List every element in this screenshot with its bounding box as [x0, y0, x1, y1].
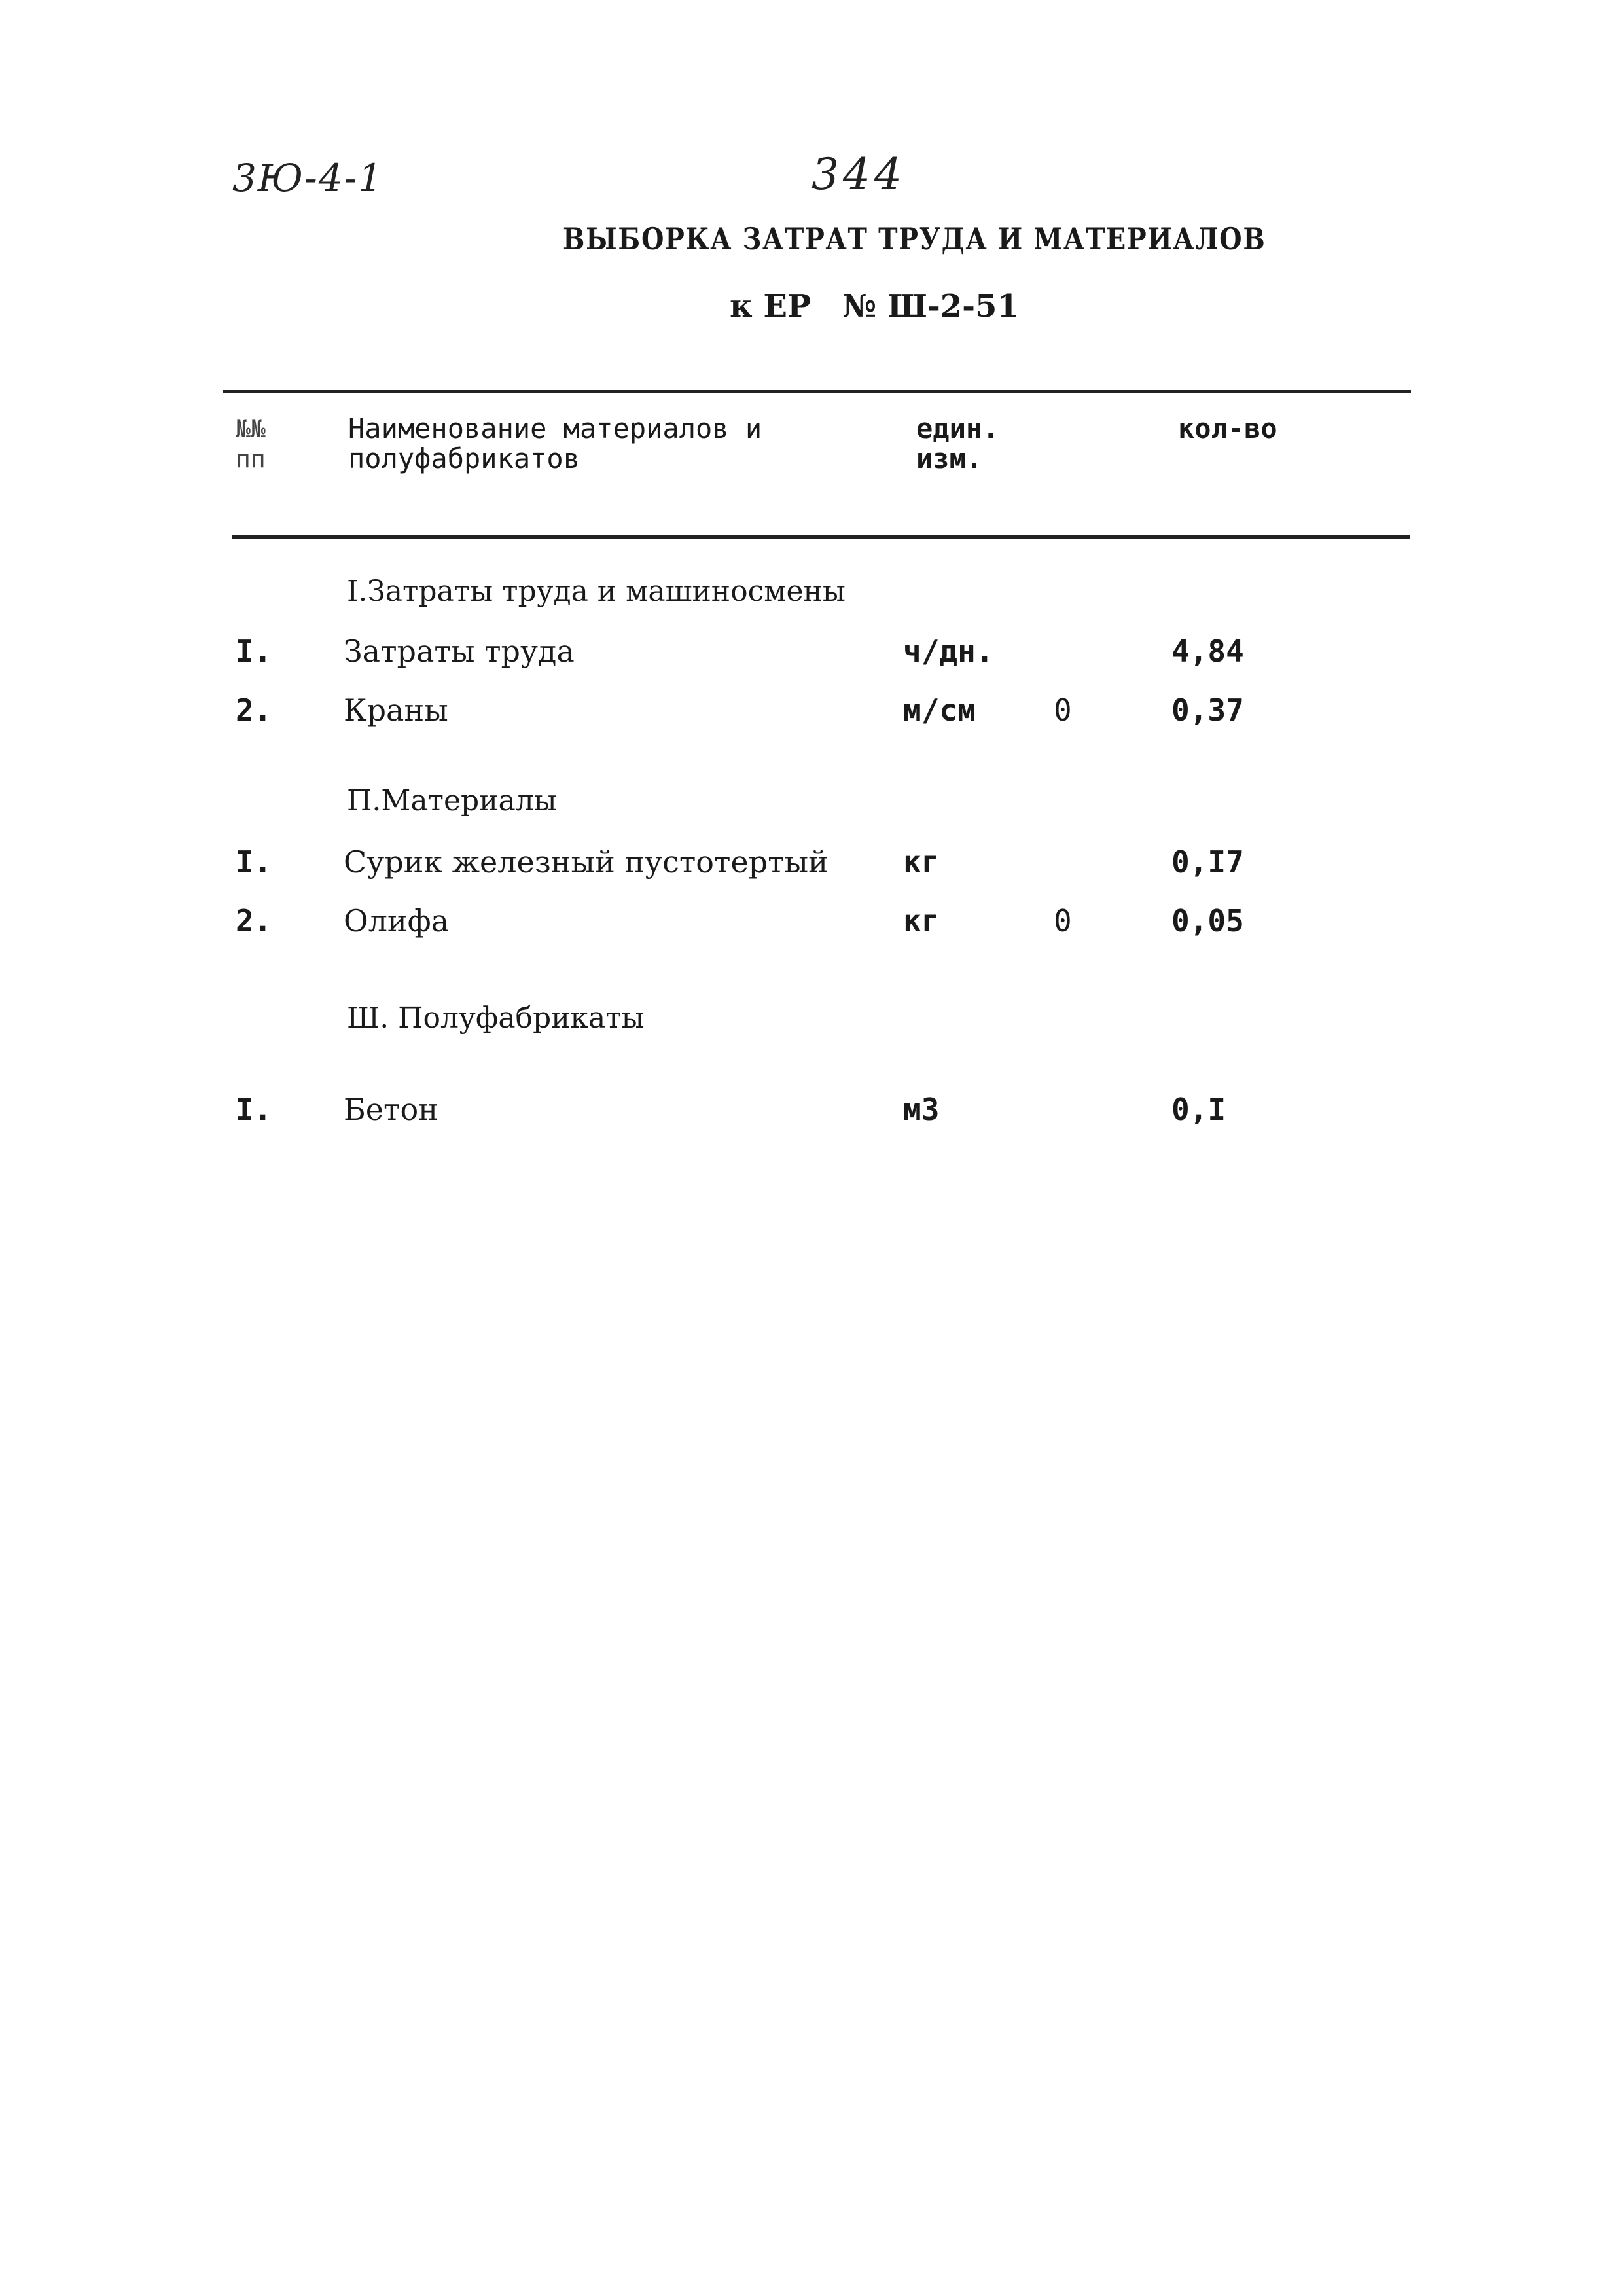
row-quantity: 0,I7 — [1171, 844, 1244, 880]
row-unit: ч/дн. — [903, 634, 994, 669]
row-name: Бетон — [344, 1092, 438, 1127]
row-quantity: 0,05 — [1171, 903, 1244, 939]
row-number: I. — [236, 634, 272, 669]
column-header-quantity: кол-во — [1178, 412, 1277, 444]
header-line: Наименование материалов и — [348, 412, 762, 444]
table-row — [0, 634, 1623, 673]
subtitle-reference: № Ш-2-51 — [842, 288, 1019, 325]
table-top-rule — [223, 390, 1411, 393]
row-unit: кг — [903, 903, 940, 939]
row-number: 2. — [236, 903, 272, 939]
row-number: 2. — [236, 692, 272, 728]
subtitle-prefix: к ЕР — [730, 288, 812, 325]
column-header-name — [348, 414, 762, 474]
page-title: ВЫБОРКА ЗАТРАТ ТРУДА И МАТЕРИАЛОВ — [563, 221, 1266, 257]
column-header-number — [236, 414, 266, 474]
section-title: П.Материалы — [347, 784, 557, 817]
row-unit: кг — [903, 844, 940, 880]
row-unit: м3 — [903, 1092, 940, 1127]
page-subtitle — [730, 288, 1050, 325]
header-line: №№ — [236, 414, 266, 443]
row-name: Сурик железный пустотертый — [344, 844, 829, 880]
header-line: полуфабрикатов — [348, 442, 580, 475]
table-row — [0, 903, 1623, 942]
table-row — [0, 844, 1623, 884]
header-line: изм. — [916, 442, 983, 475]
section-title: Ш. Полуфабрикаты — [347, 1001, 645, 1035]
row-quantity: 0,37 — [1171, 692, 1244, 728]
row-number: I. — [236, 1092, 272, 1127]
row-mark: 0 — [1054, 903, 1072, 939]
section-title: I.Затраты труда и машиносмены — [347, 575, 846, 608]
document-code: 3Ю-4-1 — [232, 156, 384, 200]
page-number: 344 — [812, 149, 906, 200]
row-mark: 0 — [1054, 692, 1072, 728]
header-line: един. — [916, 412, 999, 444]
header-line: пп — [236, 444, 266, 473]
row-number: I. — [236, 844, 272, 880]
row-name: Краны — [344, 692, 448, 728]
row-unit: м/см — [903, 692, 976, 728]
row-name: Затраты труда — [344, 634, 575, 669]
table-header-rule — [232, 535, 1410, 539]
column-header-unit — [916, 414, 999, 474]
row-quantity: 4,84 — [1171, 634, 1244, 669]
row-quantity: 0,I — [1171, 1092, 1226, 1127]
row-name: Олифа — [344, 903, 450, 939]
table-row — [0, 1092, 1623, 1131]
table-row — [0, 692, 1623, 732]
